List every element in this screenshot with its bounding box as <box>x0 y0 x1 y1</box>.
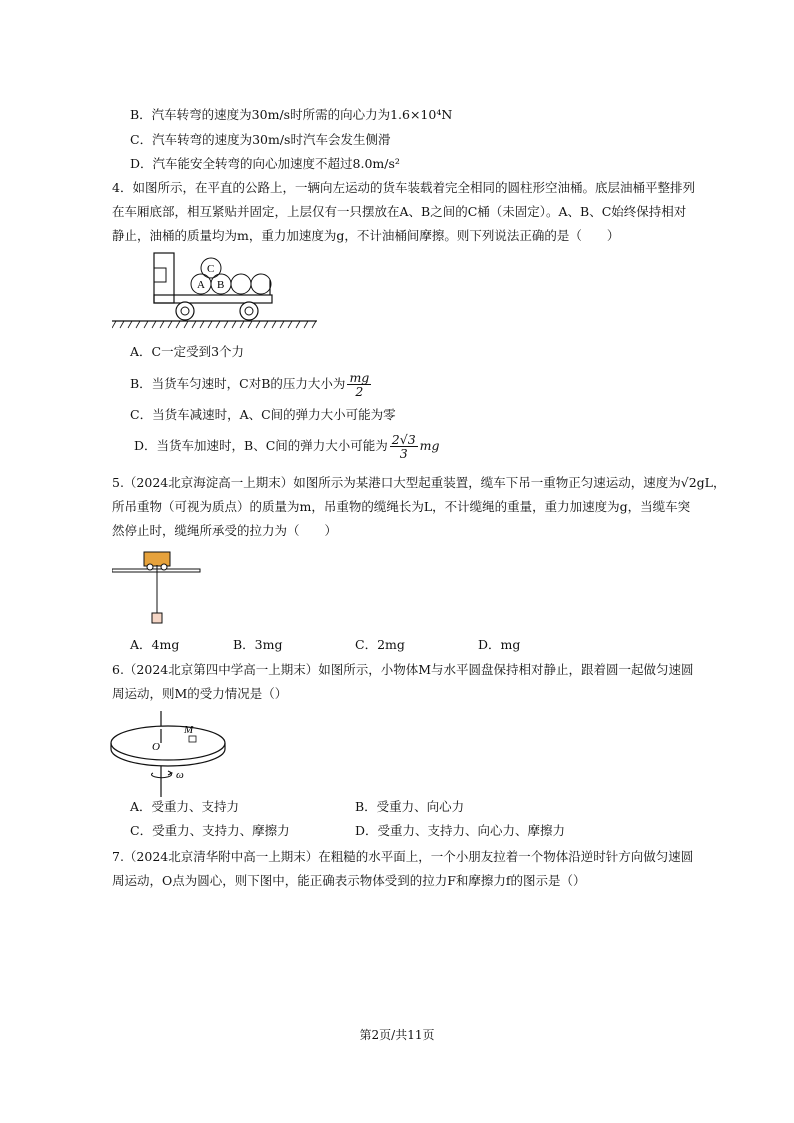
q5-text-line1: 5.（2024北京海淀高一上期末）如图所示为某港口大型起重装置，缆车下吊一重物正匀速运动，速度为√2gL， <box>112 475 726 490</box>
q4-option-d-fraction: $\frac{2√3}{3}$ <box>391 432 416 461</box>
label-c: C <box>207 263 215 275</box>
q4-option-d-text: D．当货车加速时，B、C间的弹力大小可能为 <box>134 438 388 453</box>
q4-option-b <box>130 371 373 398</box>
label-a: A <box>197 279 205 291</box>
label-omega: ω <box>176 769 184 781</box>
q6-turntable-figure <box>110 707 235 799</box>
q3-option-b: B．汽车转弯的速度为30m/s时所需的向心力为1.6×10⁴N <box>130 107 453 122</box>
q5-option-a: A．4mg <box>130 637 180 652</box>
q7-text-line2: 周运动，O点为圆心，则下图中，能正确表示物体受到的拉力F和摩擦力f的图示是（） <box>112 873 586 888</box>
q5-text-line3: 然停止时，缆绳所承受的拉力为（ ） <box>112 523 338 538</box>
q7-text-line1: 7.（2024北京清华附中高一上期末）在粗糙的水平面上，一个小朋友拉着一个物体沿逆时针方向做匀速圆 <box>112 849 694 864</box>
q6-option-c: C．受重力、支持力、摩擦力 <box>130 823 290 838</box>
label-m: M <box>184 724 194 736</box>
q4-option-b-fraction: $\frac{mg}{2}$ <box>349 370 370 399</box>
q6-option-a: A．受重力、支持力 <box>130 799 240 814</box>
label-b: B <box>217 279 225 291</box>
q4-truck-figure <box>112 250 322 330</box>
label-o: O <box>152 741 160 753</box>
q4-option-d-tail: mg <box>419 438 440 453</box>
q5-text-line2: 所吊重物（可视为质点）的质量为m，吊重物的缆绳长为L，不计缆绳的重量，重力加速度为g，当缆车突 <box>112 499 691 514</box>
q5-option-c: C．2mg <box>355 637 405 652</box>
q4-option-d <box>134 433 440 460</box>
page-footer: 第2页/共11页 <box>359 1028 435 1042</box>
q6-option-d: D．受重力、支持力、向心力、摩擦力 <box>355 823 566 838</box>
q5-crane-figure <box>112 545 212 627</box>
q4-option-b-text: B．当货车匀速时，C对B的压力大小为 <box>130 376 346 391</box>
q6-text-line1: 6.（2024北京第四中学高一上期末）如图所示，小物体M与水平圆盘保持相对静止，跟着圆一起做匀速圆 <box>112 662 694 677</box>
q3-option-d: D．汽车能安全转弯的向心加速度不超过8.0m/s² <box>130 156 400 171</box>
q6-option-b: B．受重力、向心力 <box>355 799 465 814</box>
q5-option-b: B．3mg <box>233 637 283 652</box>
q4-option-c: C．当货车减速时，A、C间的弹力大小可能为零 <box>130 407 396 422</box>
q5-option-d: D．mg <box>478 637 521 652</box>
q4-text-line2: 在车厢底部，相互紧贴并固定，上层仅有一只摆放在A、B之间的C桶（未固定）。A、B、C始终保持相对 <box>112 204 687 219</box>
q6-text-line2: 周运动，则M的受力情况是（） <box>112 686 288 701</box>
q4-text-line1: 4．如图所示，在平直的公路上，一辆向左运动的货车装载着完全相同的圆柱形空油桶。底层油桶平整排列 <box>112 180 695 195</box>
q4-option-a: A．C一定受到3个力 <box>130 344 245 359</box>
q4-text-line3: 静止，油桶的质量均为m，重力加速度为g，不计油桶间摩擦。则下列说法正确的是（ ） <box>112 228 620 243</box>
q3-option-c: C．汽车转弯的速度为30m/s时汽车会发生侧滑 <box>130 132 391 147</box>
